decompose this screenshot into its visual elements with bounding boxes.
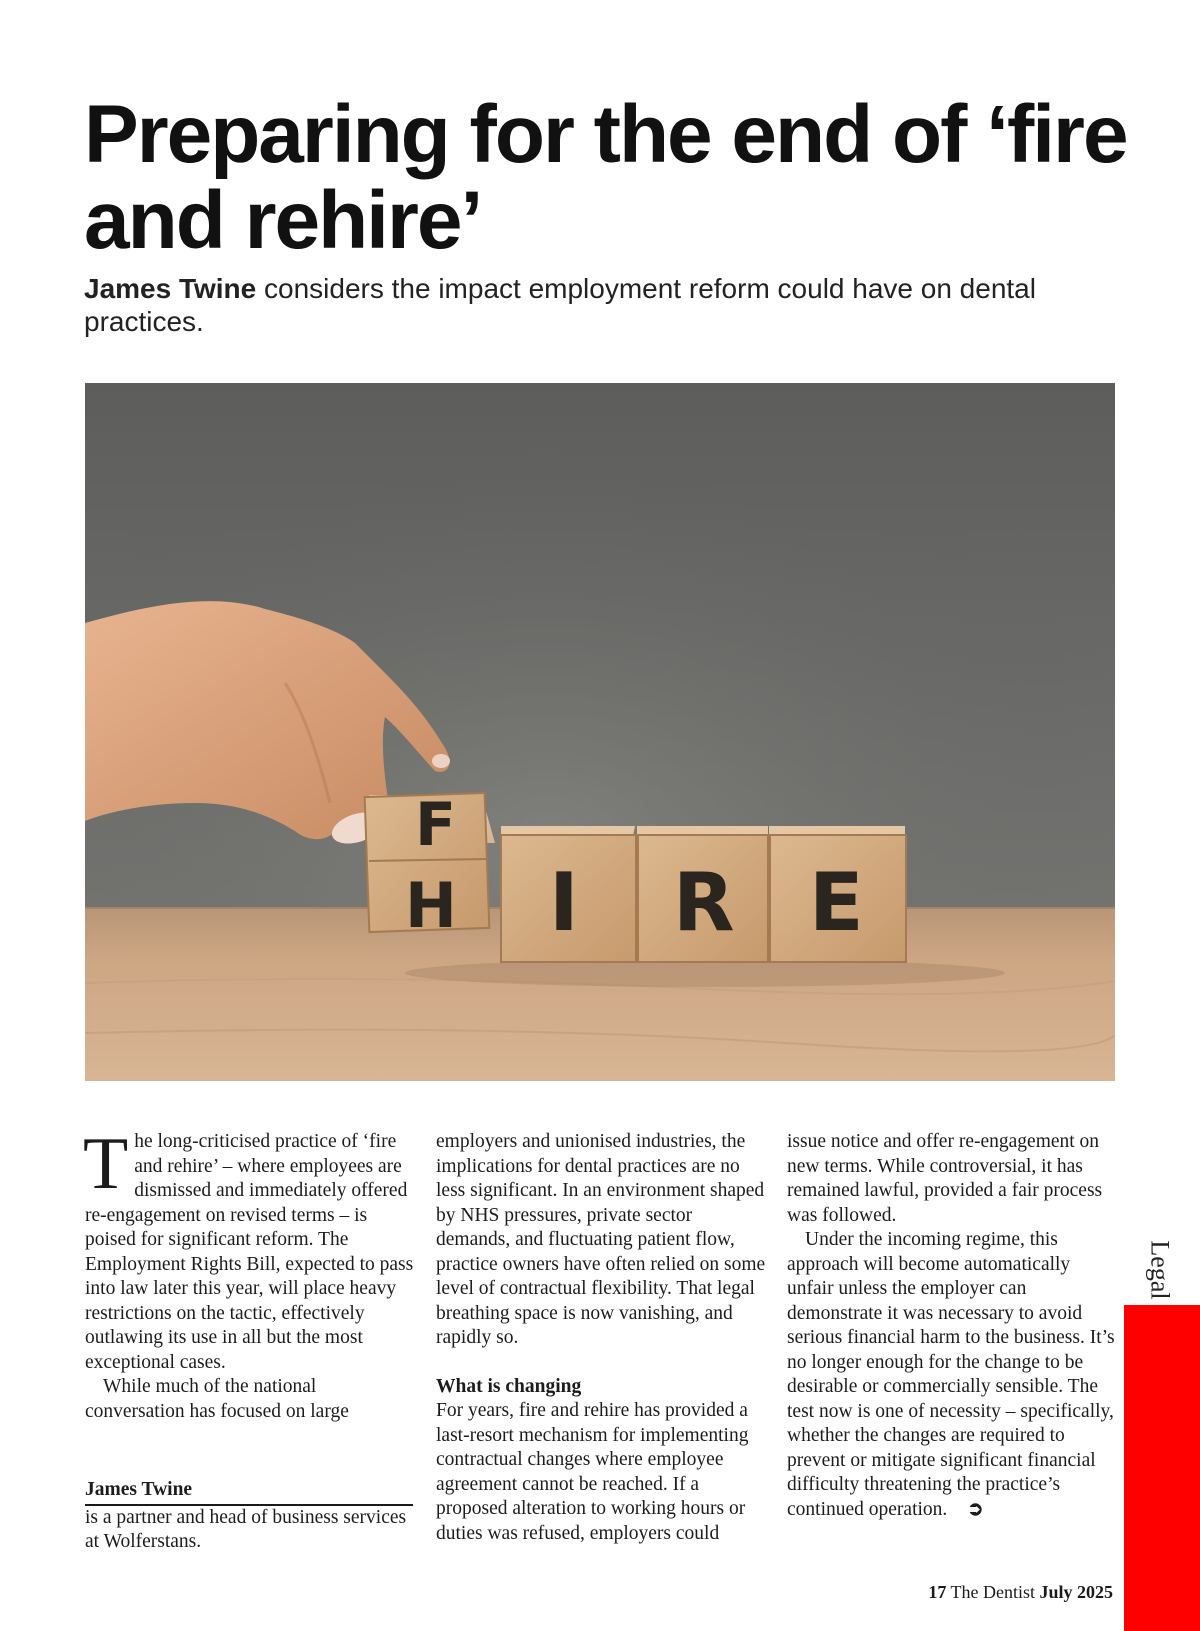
cube-i [501, 826, 636, 962]
cube-letter-r: R [673, 856, 735, 949]
cube-letter-h: H [405, 869, 457, 942]
cube-letter-i: I [549, 856, 579, 949]
cube-r [637, 826, 768, 962]
subheading: What is changing [436, 1375, 582, 1397]
author-bio [85, 1478, 413, 1555]
end-of-article-icon: ➲ [967, 1498, 984, 1520]
bio-text: is a partner and head of business services at Wolferstans. [85, 1506, 407, 1552]
section-tab [1124, 1305, 1200, 1631]
standfirst-author: James Twine [84, 273, 257, 304]
article-photo [85, 383, 1115, 1081]
section-label: Legal [1146, 1240, 1175, 1300]
body-paragraph: employers and unionised industries, the implications for dental practices are no less significant. In an environment shaped by NHS pressures, private sector demands, and fluctuating patient flow, practice owners have often relied on some level of contractual flexibility. That legal breathing space is now vanishing, and rapidly so. [436, 1131, 766, 1348]
cube-e [769, 826, 906, 962]
body-paragraph: While much of the national conversation has focused on large [85, 1376, 349, 1422]
bio-name: James Twine [85, 1478, 413, 1506]
cube-letter-f: F [415, 790, 456, 860]
publication-name: The Dentist [950, 1582, 1035, 1602]
standfirst [84, 272, 1044, 338]
body-paragraph: issue notice and offer re-engagement on new terms. While controversial, it has remained lawful, provided a fair process was followed. [787, 1131, 1103, 1226]
cube-fh [365, 790, 495, 942]
body-column-2 [436, 1130, 766, 1546]
issue-date: July 2025 [1039, 1582, 1113, 1602]
body-paragraph: The long-criticised practice of ‘fire and rehire’ – where employees are dismissed and immediately offered re-engagement on revised terms – is poised for significant reform. The Employment Rights Bill, expected to pass into law later this year, will place heavy restrictions on the tactic, effectively outlawing its use in all but the most exceptional cases. [83, 1123, 414, 1373]
cube-letter-e: E [809, 856, 864, 949]
body-column-3 [787, 1130, 1117, 1522]
standfirst-text: considers the impact employment reform could have on dental practices. [84, 273, 1036, 337]
body-paragraph: Under the incoming regime, this approach will become automatically unfair unless the employer can demonstrate it was necessary to avoid serious financial harm to the business. It’s no longer enough for the change to be desirable or commercially sensible. The test now is one of necessity – specifically, whether the changes are required to prevent or mitigate significant financial difficulty threatening the practice’s continued operation. ➲ [787, 1228, 1117, 1522]
drop-cap: T [83, 1123, 129, 1205]
page-number: 17 [928, 1582, 947, 1602]
body-paragraph: For years, fire and rehire has provided a last-resort mechanism for implementing contractual changes where employee agreement cannot be reached. If a proposed alteration to working hours or duties was refused, employers could [436, 1400, 749, 1544]
page-folio [928, 1582, 1113, 1603]
article-title: Preparing for the end of ‘fire and rehire’ [84, 89, 1127, 266]
body-column-1 [83, 1123, 415, 1424]
